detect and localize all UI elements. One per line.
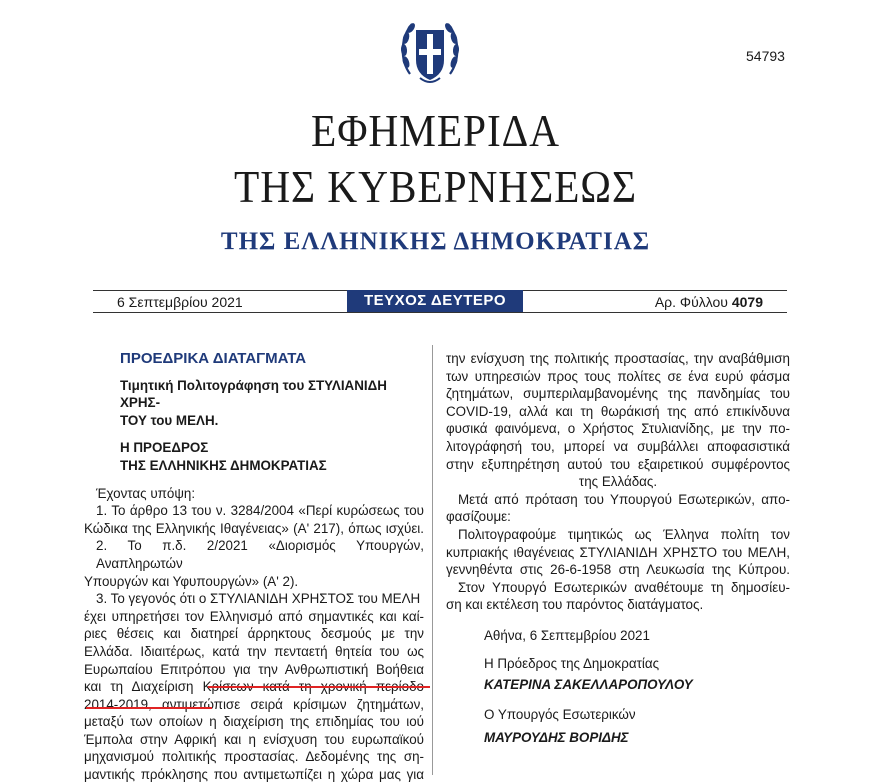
issue-bar	[93, 290, 787, 316]
issue-date: 6 Σεπτεμβρίου 2021	[117, 294, 243, 310]
text-line: COVID-19, αλλά και τη θωράκισή της από επικίνδυνα	[446, 403, 790, 419]
text-line: και τη Διαχείριση Κρίσεων κατά τη χρονική περίοδο	[84, 679, 424, 695]
text-line: 2. Το π.δ. 2/2021 «Διορισμός Υπουργών, Αναπληρωτών	[96, 538, 424, 571]
text-line: κυπριακής ιθαγένειας ΣΤΥΛΙΑΝΙΔΗ ΧΡΗΣΤΟ του ΜΕΛΗ,	[446, 544, 790, 560]
text-line: γεννηθέντα στις 26-6-1958 στη Λευκωσία της Κύπρου.	[446, 562, 790, 578]
text-line: μαντικής πρόκλησης που αντιμετωπίζει η χώρα μας για	[84, 767, 424, 783]
text-line: ζητημάτων, συμπεριλαμβανομένης της πανδημίας του	[446, 386, 790, 402]
section-title: ΠΡΟΕΔΡΙΚΑ ΔΙΑΤΑΓΜΑΤΑ	[120, 350, 307, 367]
text-line: μεταξύ των οποίων η διαχείριση της επιδημίας του ιού	[84, 714, 424, 730]
text-line: των υπηρεσιών προς τους πολίτες σε ένα ευρύ φάσμα	[446, 368, 790, 384]
text-line: φυσικά φαινόμενα, ο Χρήστος Στυλιανίδης, με την πο-	[446, 421, 790, 437]
gazette-title-line1: ΕΦΗΜΕΡΙΔΑ	[311, 105, 560, 156]
text-line: ση και εκτέλεση του παρόντος διατάγματος.	[446, 597, 704, 613]
text-line: Έμπολα στην Αφρική και η ενίσχυση του ευρωπαϊκού	[84, 731, 424, 747]
place-date: Αθήνα, 6 Σεπτεμβρίου 2021	[484, 628, 650, 643]
left-column	[84, 350, 424, 784]
text-line: Πολιτογραφούμε τιμητικώς ως Έλληνα πολίτη τον	[458, 526, 790, 542]
decree-title-line1: Τιμητική Πολιτογράφηση του ΣΤΥΛΙΑΝΙΔΗ ΧΡΗΣ-	[120, 377, 387, 411]
decree-title-line2: ΤΟΥ του ΜΕΛΗ.	[120, 412, 219, 428]
president-signature-name: ΚΑΤΕΡΙΝΑ ΣΑΚΕΛΛΑΡΟΠΟΥΛΟΥ	[484, 677, 693, 692]
text-line: 3. Το γεγονός ότι ο ΣΤΥΛΙΑΝΙΔΗ ΧΡΗΣΤΟΣ του ΜΕΛΗ	[96, 591, 421, 607]
text-line: Υπουργών και Υφυπουργών» (Α' 2).	[84, 573, 299, 589]
gazette-subtitle: ΤΗΣ ΕΛΛΗΝΙΚΗΣ ΔΗΜΟΚΡΑΤΙΑΣ	[220, 228, 651, 255]
president-heading-line2: ΤΗΣ ΕΛΛΗΝΙΚΗΣ ΔΗΜΟΚΡΑΤΙΑΣ	[120, 457, 327, 473]
text-line: λιτογράφησή του, μπορεί να συμβάλλει αποφασιστικά	[446, 438, 790, 454]
text-line: 2014-2019, αντιμετώπισε σειρά κρίσιμων ζητημάτων,	[84, 696, 424, 712]
text-line: 1. Το άρθρο 13 του ν. 3284/2004 «Περί κυρώσεως του	[96, 503, 424, 519]
president-role: Η Πρόεδρος της Δημοκρατίας	[484, 656, 660, 671]
text-line: Στον Υπουργό Εσωτερικών αναθέτουμε τη δημοσίευ-	[458, 579, 790, 595]
minister-signature-name: ΜΑΥΡΟΥΔΗΣ ΒΟΡΙΔΗΣ	[484, 730, 629, 745]
gazette-title-line2: ΤΗΣ ΚΥΒΕΡΝΗΣΕΩΣ	[234, 161, 637, 212]
text-line: Έχοντας υπόψη:	[96, 485, 196, 501]
text-line: μηχανισμού πολιτικής προστασίας. Δεδομένης της ση-	[84, 749, 424, 765]
text-line: ριες θέσεις και διατηρεί άρρηκτους δεσμούς με την	[84, 626, 424, 642]
text-line: Ελλάδα. Ιδιαιτέρως, κατά την πενταετή θητεία του ως	[84, 643, 424, 659]
text-line: της Ελλάδας.	[578, 474, 658, 490]
text-line: έχει υπηρετήσει τον Ελληνισμό από σημαντικές και καί-	[84, 608, 424, 624]
highlight-underline	[208, 686, 430, 688]
text-line: την ενίσχυση της πολιτικής προστασίας, την αναβάθμιση	[446, 351, 790, 366]
highlight-underline	[86, 707, 212, 709]
sheet-number-label: Αρ. Φύλλου	[654, 294, 728, 310]
text-line: στην εξυπηρέτηση αυτού του εξαιρετικού συμφέροντος	[446, 456, 790, 472]
issue-bar-bottom-rule	[93, 312, 787, 313]
greek-coat-of-arms-icon	[398, 12, 462, 92]
president-heading-line1: Η ΠΡΟΕΔΡΟΣ	[120, 440, 209, 456]
text-line: φασίζουμε:	[446, 509, 511, 525]
text-line: Μετά από πρόταση του Υπουργού Εσωτερικών, απο-	[458, 491, 790, 507]
right-column	[446, 350, 790, 614]
text-line: Ευρωπαίου Επιτρόπου για την Ανθρωπιστική Βοήθεια	[84, 661, 424, 677]
issue-series-badge: ΤΕΥΧΟΣ ΔΕΥΤΕΡΟ	[347, 290, 523, 312]
sheet-number	[655, 294, 763, 310]
text-line: Κώδικα της Ελληνικής Ιθαγένειας» (Α' 217), όπως ισχύει.	[84, 520, 424, 536]
column-divider	[432, 345, 433, 775]
page-number: 54793	[746, 48, 785, 64]
sheet-number-value: 4079	[731, 294, 763, 310]
minister-role: Ο Υπουργός Εσωτερικών	[484, 707, 636, 722]
